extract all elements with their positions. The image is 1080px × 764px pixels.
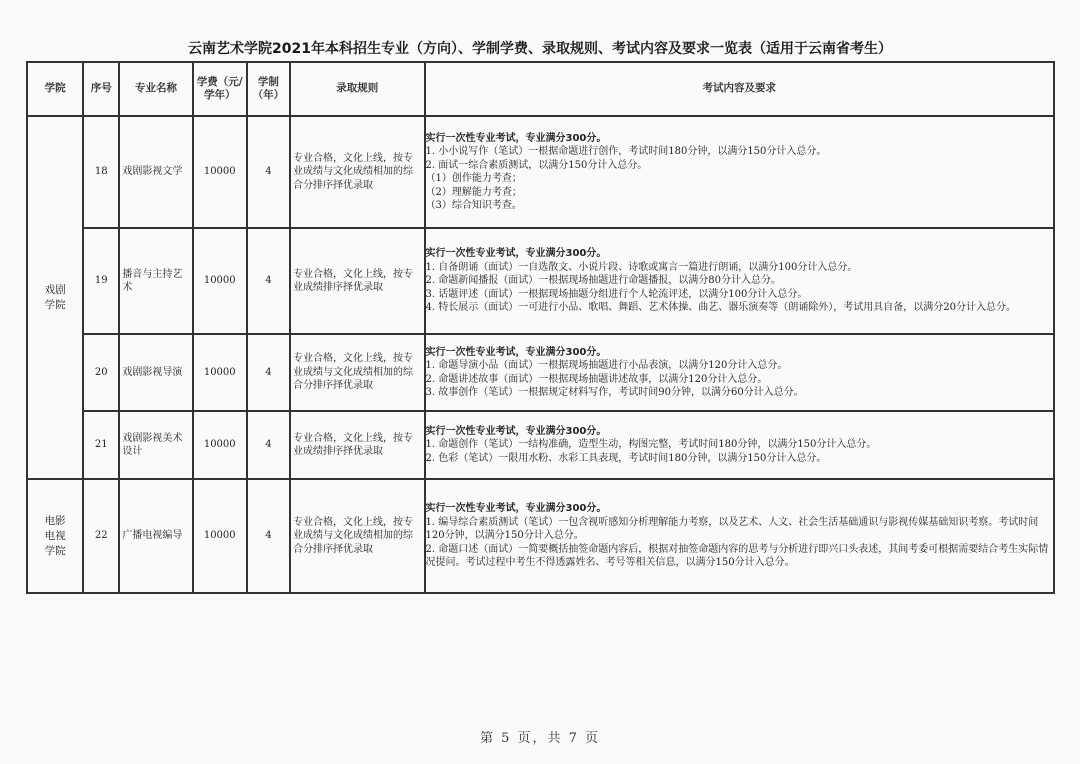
table-row [27,228,1054,334]
fee-cell: 10000 [193,228,247,334]
years-cell: 4 [247,228,290,334]
requirements-cell [425,228,1054,334]
table-row [27,479,1054,593]
rule-cell: 专业合格，文化上线，按专业成绩排序择优录取 [290,411,425,479]
req-line: 2. 命题口述（面试）一简要概括抽签命题内容后，根据对抽签命题内容的思考与分析进行即兴口头表述，其间考委可根据需要结合考生实际情况提问。考试过程中考生不得透露姓名、考号等相关信息，以满分150分计入总分。 [425,543,1049,569]
page-number: 第 5 页，共 7 页 [479,731,601,746]
req-line: 1. 命题创作（笔试）一结构准确，造型生动，构图完整，考试时间180分钟，以满分150分计入总分。 [425,439,877,451]
table-header-row [27,62,1054,116]
requirements-cell [425,411,1054,479]
requirements-cell [425,479,1054,593]
seq-cell: 22 [83,479,119,593]
fee-cell: 10000 [193,116,247,228]
years-cell: 4 [247,116,290,228]
fee-cell: 10000 [193,334,247,411]
header-college: 学院 [27,62,83,116]
years-cell: 4 [247,479,290,593]
req-line: （3）综合知识考查。 [425,200,522,211]
req-line: 3. 故事创作（笔试）一根据规定材料写作，考试时间90分钟，以满分60分计入总分。 [425,387,804,398]
req-line: （1）创作能力考查； [425,173,522,184]
req-title: 实行一次性专业考试，专业满分300分。 [425,248,607,260]
req-title: 实行一次性专业考试，专业满分300分。 [425,346,607,358]
seq-cell: 18 [83,116,119,228]
req-line: 1. 自备朗诵（面试）一自选散文、小说片段、诗歌或寓言一篇进行朗诵，以满分100分计入总分。 [425,261,858,273]
seq-cell: 20 [83,334,119,411]
major-cell: 广播电视编导 [119,479,192,593]
req-line: 1. 编导综合素质测试（笔试）一包含视听感知分析理解能力考察，以及艺术、人文、社会生活基础通识与影视传媒基础知识考察。考试时间120分钟，以满分150分计入总分。 [425,516,1039,542]
req-line: 2. 命题新闻播报（面试）一根据现场抽题进行命题播报，以满分80分计入总分。 [425,275,781,287]
college-cell [27,116,83,479]
major-cell: 戏剧影视导演 [119,334,192,411]
table-row [27,116,1054,228]
req-line: 4. 特长展示（面试）一可进行小品、歌唱、舞蹈、艺术体操、曲艺、器乐演奏等（朗诵除外），考试用具自备，以满分20分计入总分。 [425,302,1016,314]
major-cell: 播音与主持艺术 [119,228,192,334]
table-row [27,334,1054,411]
header-rule: 录取规则 [290,62,425,116]
rule-cell: 专业合格，文化上线，按专业成绩与文化成绩相加的综合分排序择优录取 [290,116,425,228]
years-cell: 4 [247,334,290,411]
header-requirements: 考试内容及要求 [425,62,1054,116]
header-seq: 序号 [83,62,119,116]
document-title: 云南艺术学院2021年本科招生专业（方向）、学制学费、录取规则、考试内容及要求一览表（适用于云南省考生） [188,41,892,57]
req-line: 2. 面试一综合素质测试，以满分150分计入总分。 [425,159,648,171]
major-cell: 戏剧影视美术设计 [119,411,192,479]
rule-cell: 专业合格，文化上线，按专业成绩与文化成绩相加的综合分排序择优录取 [290,334,425,411]
requirements-cell [425,334,1054,411]
req-title: 实行一次性专业考试，专业满分300分。 [425,425,607,437]
table-row [27,411,1054,479]
req-title: 实行一次性专业考试，专业满分300分。 [425,132,607,144]
requirements-cell [425,116,1054,228]
header-major: 专业名称 [119,62,192,116]
req-line: 1. 小小说写作（笔试）一根据命题进行创作，考试时间180分钟，以满分150分计入总分。 [425,146,827,157]
req-line: 3. 话题评述（面试）一根据现场抽题分组进行个人轮流评述，以满分100分计入总分。 [425,288,808,300]
header-years: 学制（年） [247,62,290,116]
seq-cell: 19 [83,228,119,334]
fee-cell: 10000 [193,411,247,479]
admissions-table [26,61,1055,594]
rule-cell: 专业合格，文化上线，按专业成绩排序择优录取 [290,228,425,334]
fee-cell: 10000 [193,479,247,593]
major-cell: 戏剧影视文学 [119,116,192,228]
college-name: 电影电视学院 [44,514,66,557]
college-cell [27,479,83,593]
req-line: 1. 命题导演小品（面试）一根据现场抽题进行小品表演，以满分120分计入总分。 [425,360,788,371]
college-name: 戏剧学院 [44,283,66,311]
seq-cell: 21 [83,411,119,479]
rule-cell: 专业合格，文化上线，按专业成绩与文化成绩相加的综合分排序择优录取 [290,479,425,593]
years-cell: 4 [247,411,290,479]
req-title: 实行一次性专业考试，专业满分300分。 [425,503,607,515]
header-fee: 学费（元/学年） [193,62,247,116]
req-line: （2）理解能力考查； [425,186,522,198]
req-line: 2. 命题讲述故事（面试）一根据现场抽题讲述故事，以满分120分计入总分。 [425,373,768,385]
req-line: 2. 色彩（笔试）一限用水粉、水彩工具表现，考试时间180分钟，以满分150分计入总分。 [425,452,827,464]
